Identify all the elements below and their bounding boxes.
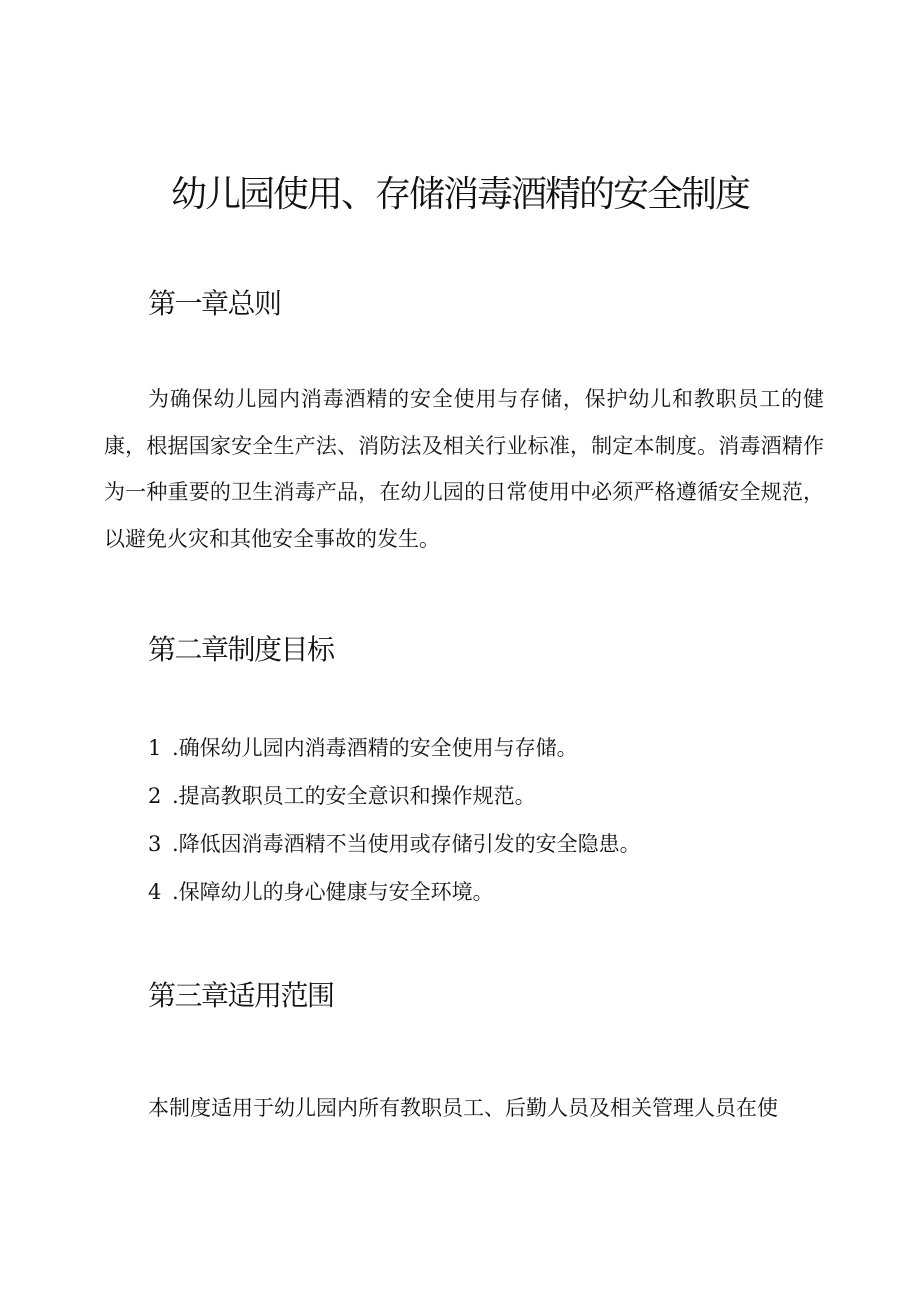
list-item	[148, 870, 641, 918]
document-title: 幼儿园使用、存储消毒酒精的安全制度	[170, 174, 749, 215]
objectives-list	[148, 726, 641, 918]
list-item-text: .保障幼儿的身心健康与安全环境。	[172, 880, 494, 904]
list-item-number: 3	[148, 832, 162, 856]
list-item	[148, 822, 641, 870]
chapter-3-heading: 第三章适用范围	[148, 979, 334, 1012]
chapter-1-heading: 第一章总则	[148, 287, 281, 320]
list-item-text: .确保幼儿园内消毒酒精的安全使用与存储。	[172, 736, 578, 760]
list-item-number: 1	[148, 736, 162, 760]
chapter-1-paragraph: 为确保幼儿园内消毒酒精的安全使用与存储，保护幼儿和教职员工的健康，根据国家安全生产法、消防法及相关行业标准，制定本制度。消毒酒精作为一种重要的卫生消毒产品，在幼儿园的日常使用中必须严格遵循安全规范，以避免火灾和其他安全事故的发生。	[104, 387, 824, 551]
chapter-3-paragraph: 本制度适用于幼儿园内所有教职员工、后勤人员及相关管理人员在使	[148, 1096, 778, 1120]
list-item-number: 4	[148, 880, 162, 904]
list-item	[148, 726, 641, 774]
list-item-text: .提高教职员工的安全意识和操作规范。	[172, 784, 536, 808]
chapter-2-heading: 第二章制度目标	[148, 633, 334, 666]
list-item-text: .降低因消毒酒精不当使用或存储引发的安全隐患。	[172, 832, 641, 856]
list-item	[148, 774, 641, 822]
list-item-number: 2	[148, 784, 162, 808]
